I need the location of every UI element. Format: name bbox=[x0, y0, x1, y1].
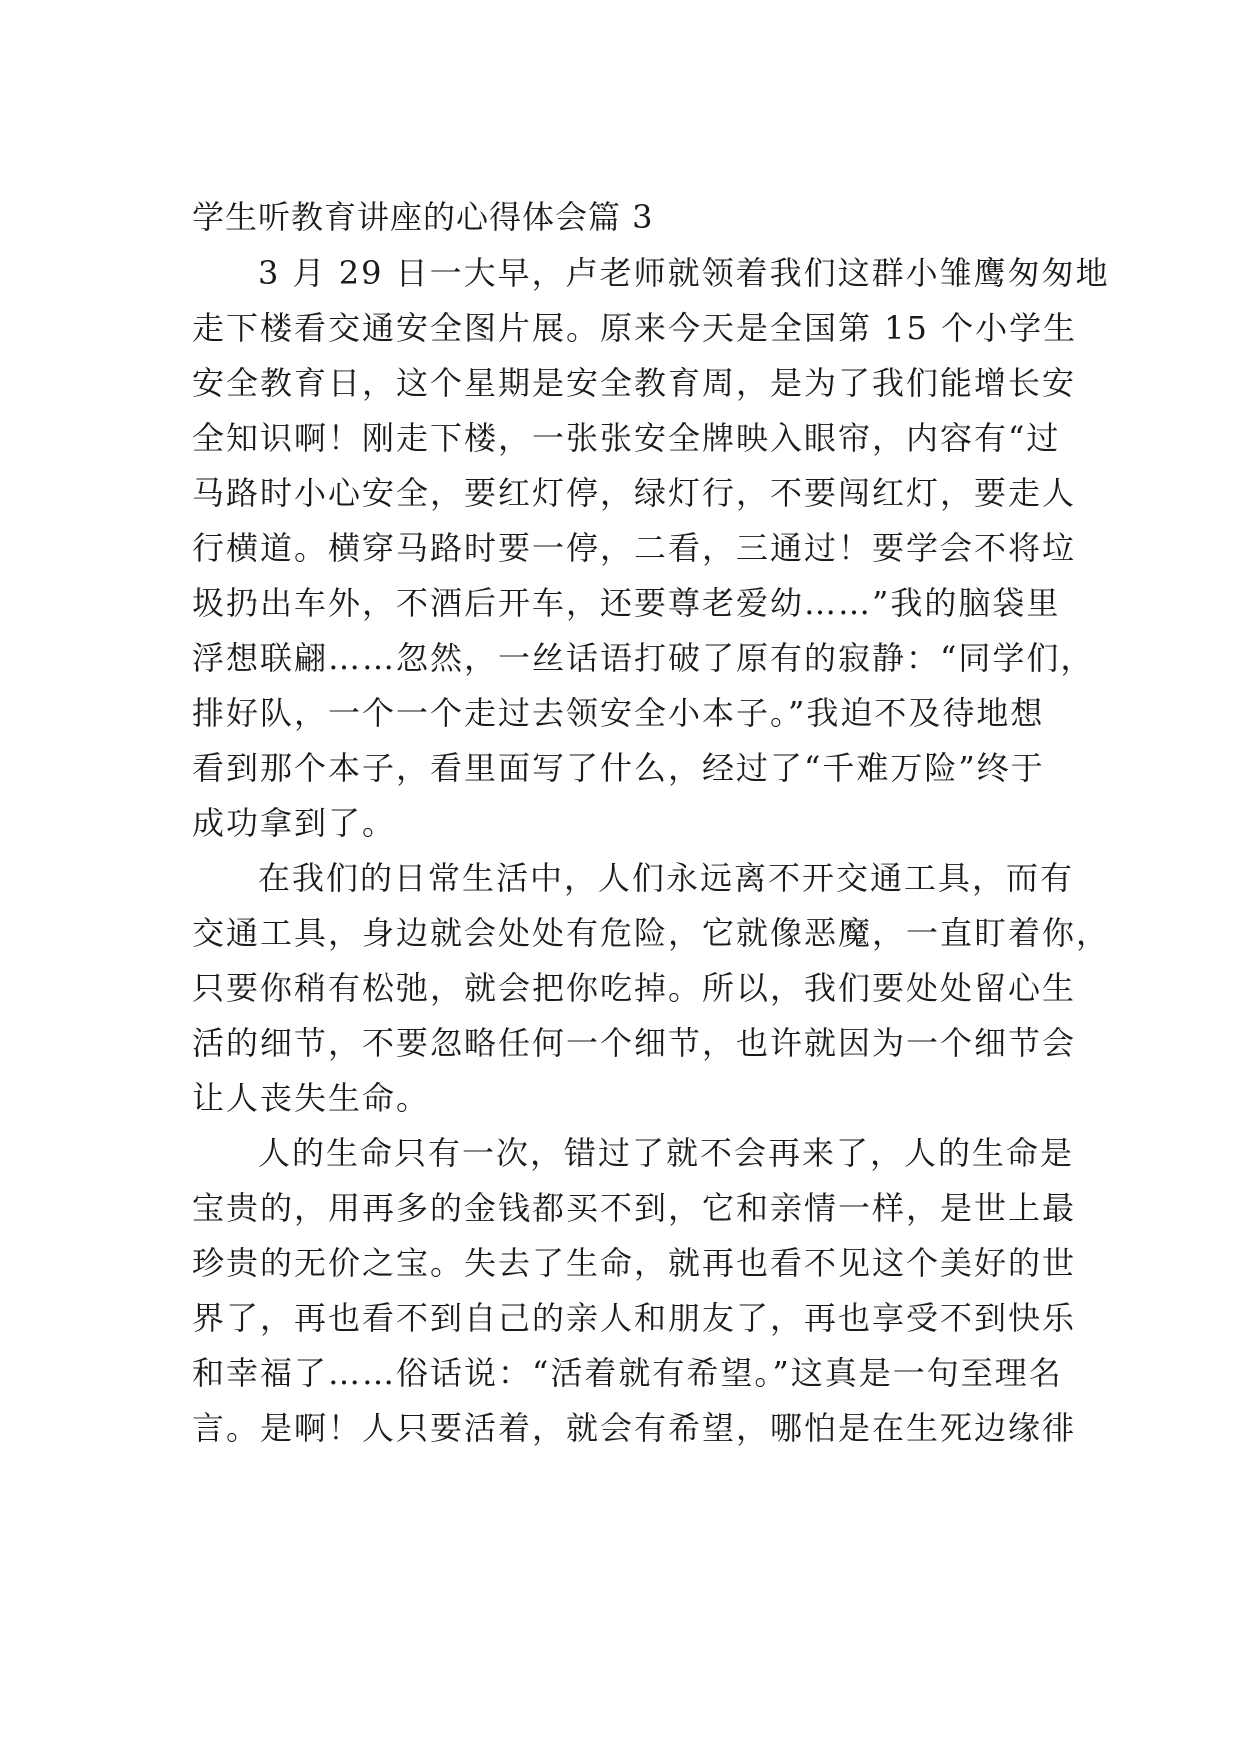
document-title: 学生听教育讲座的心得体会篇 3 bbox=[192, 198, 654, 236]
paragraph-3-line-2: 宝贵的，用再多的金钱都买不到，它和亲情一样，是世上最 bbox=[192, 1189, 1077, 1227]
paragraph-1-line-1: 3 月 29 日一大早，卢老师就领着我们这群小雏鹰匆匆地 bbox=[258, 254, 1110, 292]
paragraph-1-line-2: 走下楼看交通安全图片展。原来今天是全国第 15 个小学生 bbox=[192, 309, 1078, 347]
paragraph-1-line-4: 全知识啊！刚走下楼，一张张安全牌映入眼帘，内容有“过 bbox=[192, 419, 1061, 457]
paragraph-1-line-10: 看到那个本子，看里面写了什么，经过了“千难万险”终于 bbox=[192, 749, 1045, 787]
paragraph-2-line-3: 只要你稍有松弛，就会把你吃掉。所以，我们要处处留心生 bbox=[192, 969, 1077, 1007]
paragraph-2-line-4: 活的细节，不要忽略任何一个细节，也许就因为一个细节会 bbox=[192, 1024, 1077, 1062]
paragraph-3-line-3: 珍贵的无价之宝。失去了生命，就再也看不见这个美好的世 bbox=[192, 1244, 1077, 1282]
paragraph-3-line-6: 言。是啊！人只要活着，就会有希望，哪怕是在生死边缘徘 bbox=[192, 1409, 1077, 1447]
paragraph-2-line-1: 在我们的日常生活中，人们永远离不开交通工具，而有 bbox=[258, 859, 1075, 897]
paragraph-3-line-4: 界了，再也看不到自己的亲人和朋友了，再也享受不到快乐 bbox=[192, 1299, 1077, 1337]
paragraph-1-line-6: 行横道。横穿马路时要一停，二看，三通过！要学会不将垃 bbox=[192, 529, 1077, 567]
paragraph-3-line-5: 和幸福了……俗话说：“活着就有希望。”这真是一句至理名 bbox=[192, 1354, 1063, 1392]
paragraph-1-line-8: 浮想联翩……忽然，一丝话语打破了原有的寂静：“同学们， bbox=[192, 639, 1095, 677]
paragraph-3-line-1: 人的生命只有一次，错过了就不会再来了，人的生命是 bbox=[258, 1134, 1075, 1172]
paragraph-2-line-5: 让人丧失生命。 bbox=[192, 1079, 431, 1117]
paragraph-1-line-5: 马路时小心安全，要红灯停，绿灯行，不要闯红灯，要走人 bbox=[192, 474, 1077, 512]
paragraph-1-line-7: 圾扔出车外，不酒后开车，还要尊老爱幼……”我的脑袋里 bbox=[192, 584, 1061, 622]
paragraph-1-line-3: 安全教育日，这个星期是安全教育周，是为了我们能增长安 bbox=[192, 364, 1077, 402]
paragraph-1-line-11: 成功拿到了。 bbox=[192, 804, 397, 842]
paragraph-2-line-2: 交通工具，身边就会处处有危险，它就像恶魔，一直盯着你， bbox=[192, 914, 1111, 952]
paragraph-1-line-9: 排好队，一个一个走过去领安全小本子。”我迫不及待地想 bbox=[192, 694, 1045, 732]
